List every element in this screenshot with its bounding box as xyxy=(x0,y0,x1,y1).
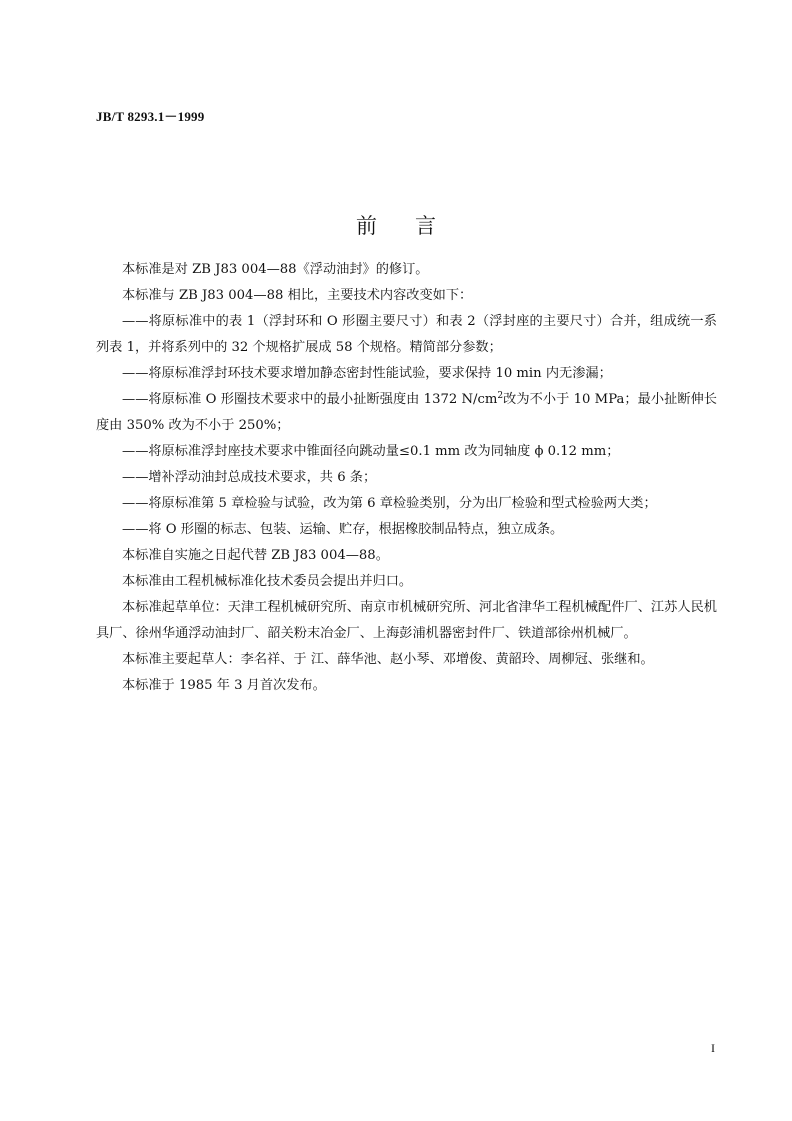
o-ring-strength-text-b: 改为不小于 10 MPa；最小扯断伸长度由 350% 改为不小于 250%； xyxy=(96,392,717,433)
paragraph-revision-of: 本标准是对 ZB J83 004—88《浮动油封》的修订。 xyxy=(122,262,429,277)
paragraph-first-issued: 本标准于 1985 年 3 月首次发布。 xyxy=(122,678,326,693)
page-number: I xyxy=(711,1041,715,1055)
paragraph-proposed-by: 本标准由工程机械标准化技术委员会提出并归口。 xyxy=(122,574,413,589)
o-ring-strength-text-a: ——将原标准 O 形圈技术要求中的最小扯断强度由 1372 N/cm xyxy=(122,392,498,407)
paragraph-change-marking-packing: ——将 O 形圈的标志、包装、运输、贮存，根据橡胶制品特点，独立成条。 xyxy=(122,522,564,537)
paragraph-drafters: 本标准主要起草人：李名祥、于 江、薛华池、赵小琴、邓增俊、黄韶玲、周柳冠、张继和。 xyxy=(122,652,654,667)
paragraph-drafting-units: 本标准起草单位：天津工程机械研究所、南京市机械研究所、河北省津华工程机械配件厂、江苏人民机具厂、徐州华通浮动油封厂、韶关粉末冶金厂、上海彭浦机器密封件厂、铁道部徐州机械厂。 xyxy=(96,600,717,641)
paragraph-change-table-merge: ——将原标准中的表 1（浮封环和 O 形圈主要尺寸）和表 2（浮封座的主要尺寸）合并，组成统一系列表 1，并将系列中的 32 个规格扩展成 58 个规格。精简部分参数； xyxy=(96,314,717,355)
page-title: 前言 xyxy=(356,214,474,238)
paragraph-replaces: 本标准自实施之日起代替 ZB J83 004—88。 xyxy=(122,548,389,563)
foreword-body xyxy=(96,257,717,699)
paragraph-change-seat-runout: ——将原标准浮封座技术要求中锥面径向跳动量≤0.1 mm 改为同轴度 ϕ 0.12 mm； xyxy=(122,444,620,459)
paragraph-change-seal-ring: ——将原标准浮封环技术要求增加静态密封性能试验，要求保持 10 min 内无渗漏； xyxy=(122,366,612,381)
standard-number-header: JB/T 8293.1－1999 xyxy=(96,109,205,124)
paragraph-change-assembly-requirements: ——增补浮动油封总成技术要求，共 6 条； xyxy=(122,470,377,485)
paragraph-change-inspection: ——将原标准第 5 章检验与试验，改为第 6 章检验类别，分为出厂检验和型式检验两大类； xyxy=(122,496,657,511)
paragraph-change-o-ring-strength xyxy=(96,387,717,439)
paragraph-main-changes-intro: 本标准与 ZB J83 004—88 相比，主要技术内容改变如下： xyxy=(122,288,473,303)
superscript-2: 2 xyxy=(497,391,504,401)
